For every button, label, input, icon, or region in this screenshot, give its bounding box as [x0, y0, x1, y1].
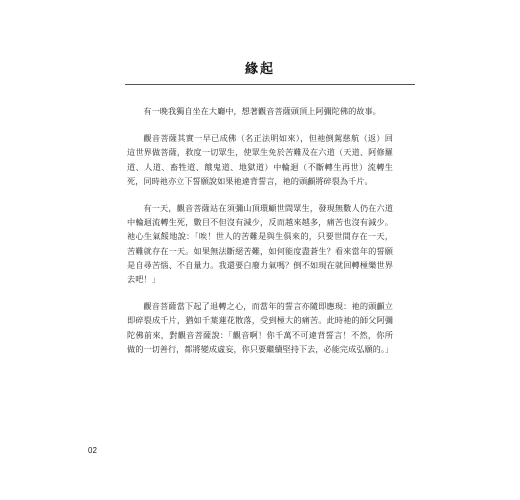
paragraph-4: 觀音菩薩當下起了退轉之心，而當年的誓言亦隨即應現：祂的頭顱立即碎裂成千片，猶如千葉蓮花散落，受到極大的痛苦。此時祂的師父阿彌陀佛前來，對觀音菩薩說：「觀音啊！你千萬不可違背誓言！不然，你所做的一切善行，都將變成虛妄，你只要繼續堅持下去，必能完成弘願的。」 — [127, 301, 394, 354]
chapter-title: 緣起 — [244, 62, 275, 77]
paragraph-3: 有一天，觀音菩薩站在須彌山頂環顧世間眾生，發現無數人仍在六道中輪迴流轉生死，數目不但沒有減少，反而越來越多，痛苦也沒有減少。祂心生氣餒地說：「唉！世人的苦難是與生俱來的，只要世間存在一天，苦難就存在一天。如果無法斷絕苦難，如何能度盡蒼生？看來當年的誓願是自尋苦惱、不自量力。我還要白廢力氣嗎？倒不如現在就回轉極樂世界去吧！」 — [127, 203, 393, 285]
paragraph-2: 觀音菩薩其實一早已成佛（名正法明如來），但祂倒駕慈航（返）回這世界做菩薩，救度一切眾生，使眾生免於苦難及在六道（天道、阿修羅道、人道、畜牲道、餓鬼道、地獄道）中輪迴（不斷轉生再世）流轉生死，同時祂亦立下誓願說如果祂違背誓言，祂的頭顱將碎裂為千片。 — [127, 133, 393, 186]
body-text — [127, 104, 393, 369]
paragraph-1: 有一晚我獨自坐在大廳中，想著觀音菩薩頭頂上阿彌陀佛的故事。 — [143, 106, 381, 116]
title-divider — [125, 84, 415, 85]
page-number: 02 — [88, 446, 97, 455]
